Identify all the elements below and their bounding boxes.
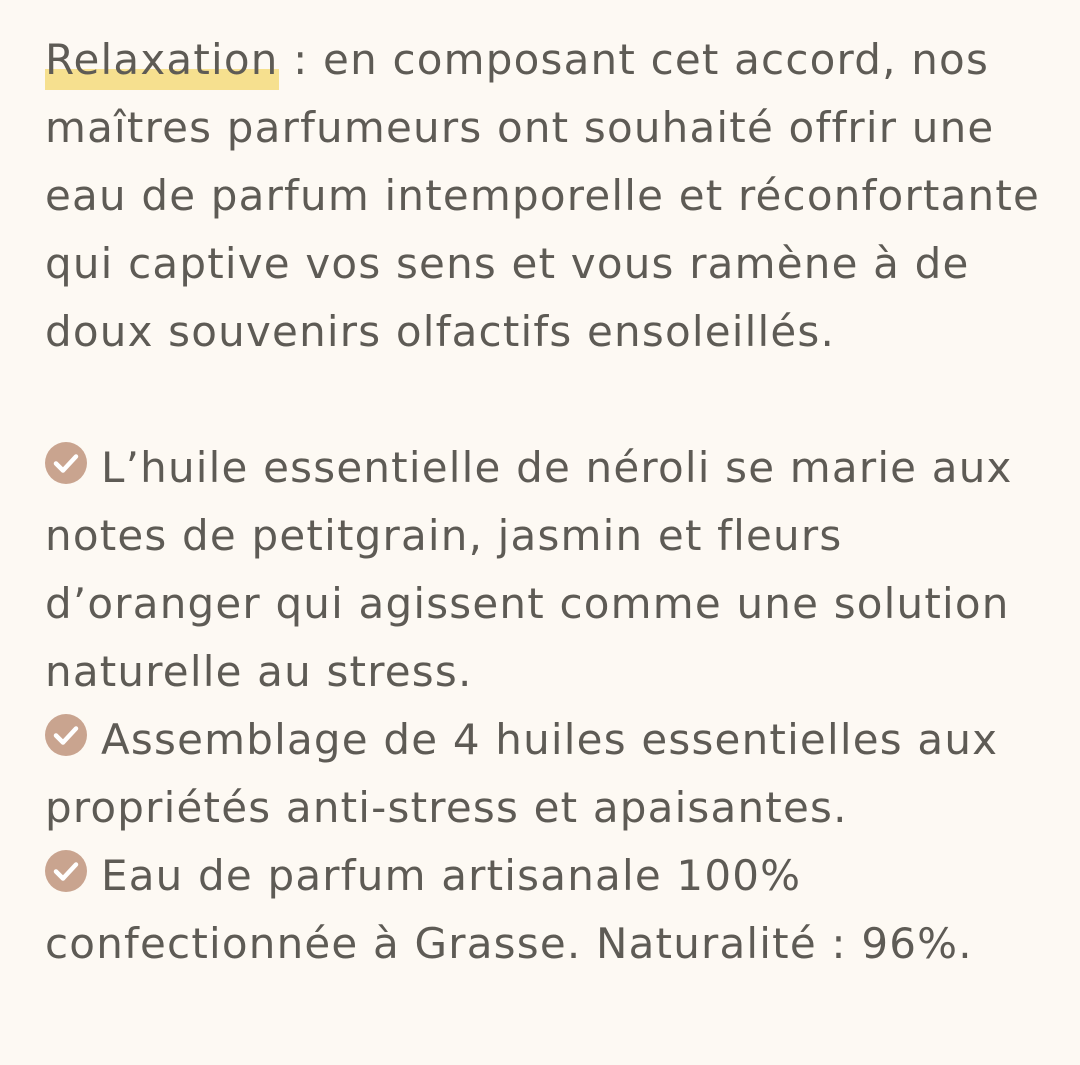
- feature-text: Eau de parfum artisanale 100% confectionnée à Grasse. Naturalité : 96%.: [45, 851, 973, 968]
- paragraph-spacer: [45, 366, 1055, 434]
- intro-text: : en composant cet accord, nos maîtres parfumeurs ont souhaité offrir une eau de parfum intemporelle et réconfortante qui captive vos sens et vous ramène à de doux souvenirs olfactifs ensoleillés.: [45, 35, 1041, 356]
- feature-text: L’huile essentielle de néroli se marie aux notes de petitgrain, jasmin et fleurs d’oranger qui agissent comme une solution naturelle au stress.: [45, 443, 1013, 696]
- feature-list: [45, 434, 1055, 978]
- feature-item: [45, 706, 1055, 842]
- highlighted-keyword: Relaxation: [45, 26, 279, 94]
- feature-item: [45, 842, 1055, 978]
- intro-paragraph: [45, 26, 1055, 366]
- feature-text: Assemblage de 4 huiles essentielles aux propriétés anti-stress et apaisantes.: [45, 715, 999, 832]
- check-circle-icon: [45, 714, 87, 756]
- check-circle-icon: [45, 442, 87, 484]
- check-circle-icon: [45, 850, 87, 892]
- product-description: [45, 26, 1055, 978]
- feature-item: [45, 434, 1055, 706]
